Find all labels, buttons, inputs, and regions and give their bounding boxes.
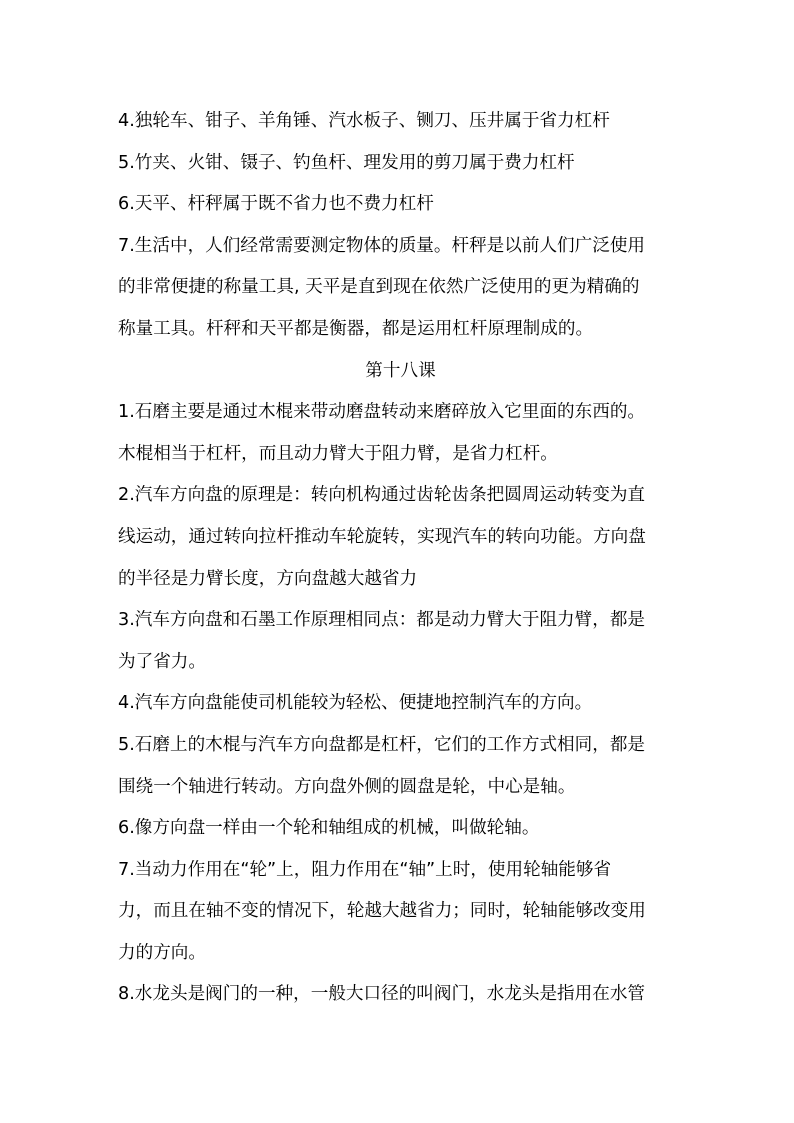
text-line: 为了省力。 [118, 651, 206, 672]
text-line: 力，而且在轴不变的情况下，轮越大越省力；同时，轮轴能够改变用 [118, 901, 646, 922]
text-line: 7.当动力作用在“轮”上，阻力作用在“轴”上时，使用轮轴能够省 [118, 859, 612, 880]
text-line: 力的方向。 [118, 942, 206, 963]
text-line: 7.生活中，人们经常需要测定物体的质量。杆秤是以前人们广泛使用 [118, 235, 646, 256]
text-line: 1.石磨主要是通过木棍来带动磨盘转动来磨碎放入它里面的东西的。 [118, 402, 646, 423]
text-line: 4.独轮车、钳子、羊角锤、汽水板子、铡刀、压井属于省力杠杆 [118, 111, 610, 131]
text-line: 木棍相当于杠杆，而且动力臂大于阻力臂，是省力杠杆。 [118, 443, 558, 464]
text-line: 3.汽车方向盘和石墨工作原理相同点：都是动力臂大于阻力臂，都是 [118, 610, 646, 631]
section-heading: 第十八课 [365, 360, 436, 381]
text-line: 6.天平、杆秤属于既不省力也不费力杠杆 [118, 194, 434, 215]
text-line: 的非常便捷的称量工具, 天平是直到现在依然广泛使用的更为精确的 [118, 277, 640, 298]
text-line: 5.竹夹、火钳、镊子、钓鱼杆、理发用的剪刀属于费力杠杆 [118, 152, 575, 173]
text-line: 6.像方向盘一样由一个轮和轴组成的机械，叫做轮轴。 [118, 818, 540, 839]
document-body [118, 101, 683, 1016]
text-line: 8.水龙头是阀门的一种，一般大口径的叫阀门，水龙头是指用在水管 [118, 984, 646, 1005]
text-line: 5.石磨上的木棍与汽车方向盘都是杠杆，它们的工作方式相同，都是 [118, 734, 646, 755]
text-line: 称量工具。杆秤和天平都是衡器，都是运用杠杆原理制成的。 [118, 318, 594, 339]
text-line: 2.汽车方向盘的原理是：转向机构通过齿轮齿条把圆周运动转变为直 [118, 485, 646, 506]
text-line: 线运动，通过转向拉杆推动车轮旋转，实现汽车的转向功能。方向盘 [118, 526, 646, 547]
text-line: 围绕一个轴进行转动。方向盘外侧的圆盘是轮，中心是轴。 [118, 776, 576, 797]
text-line: 4.汽车方向盘能使司机能较为轻松、便捷地控制汽车的方向。 [118, 693, 593, 714]
text-line: 的半径是力臂长度，方向盘越大越省力 [118, 568, 418, 589]
